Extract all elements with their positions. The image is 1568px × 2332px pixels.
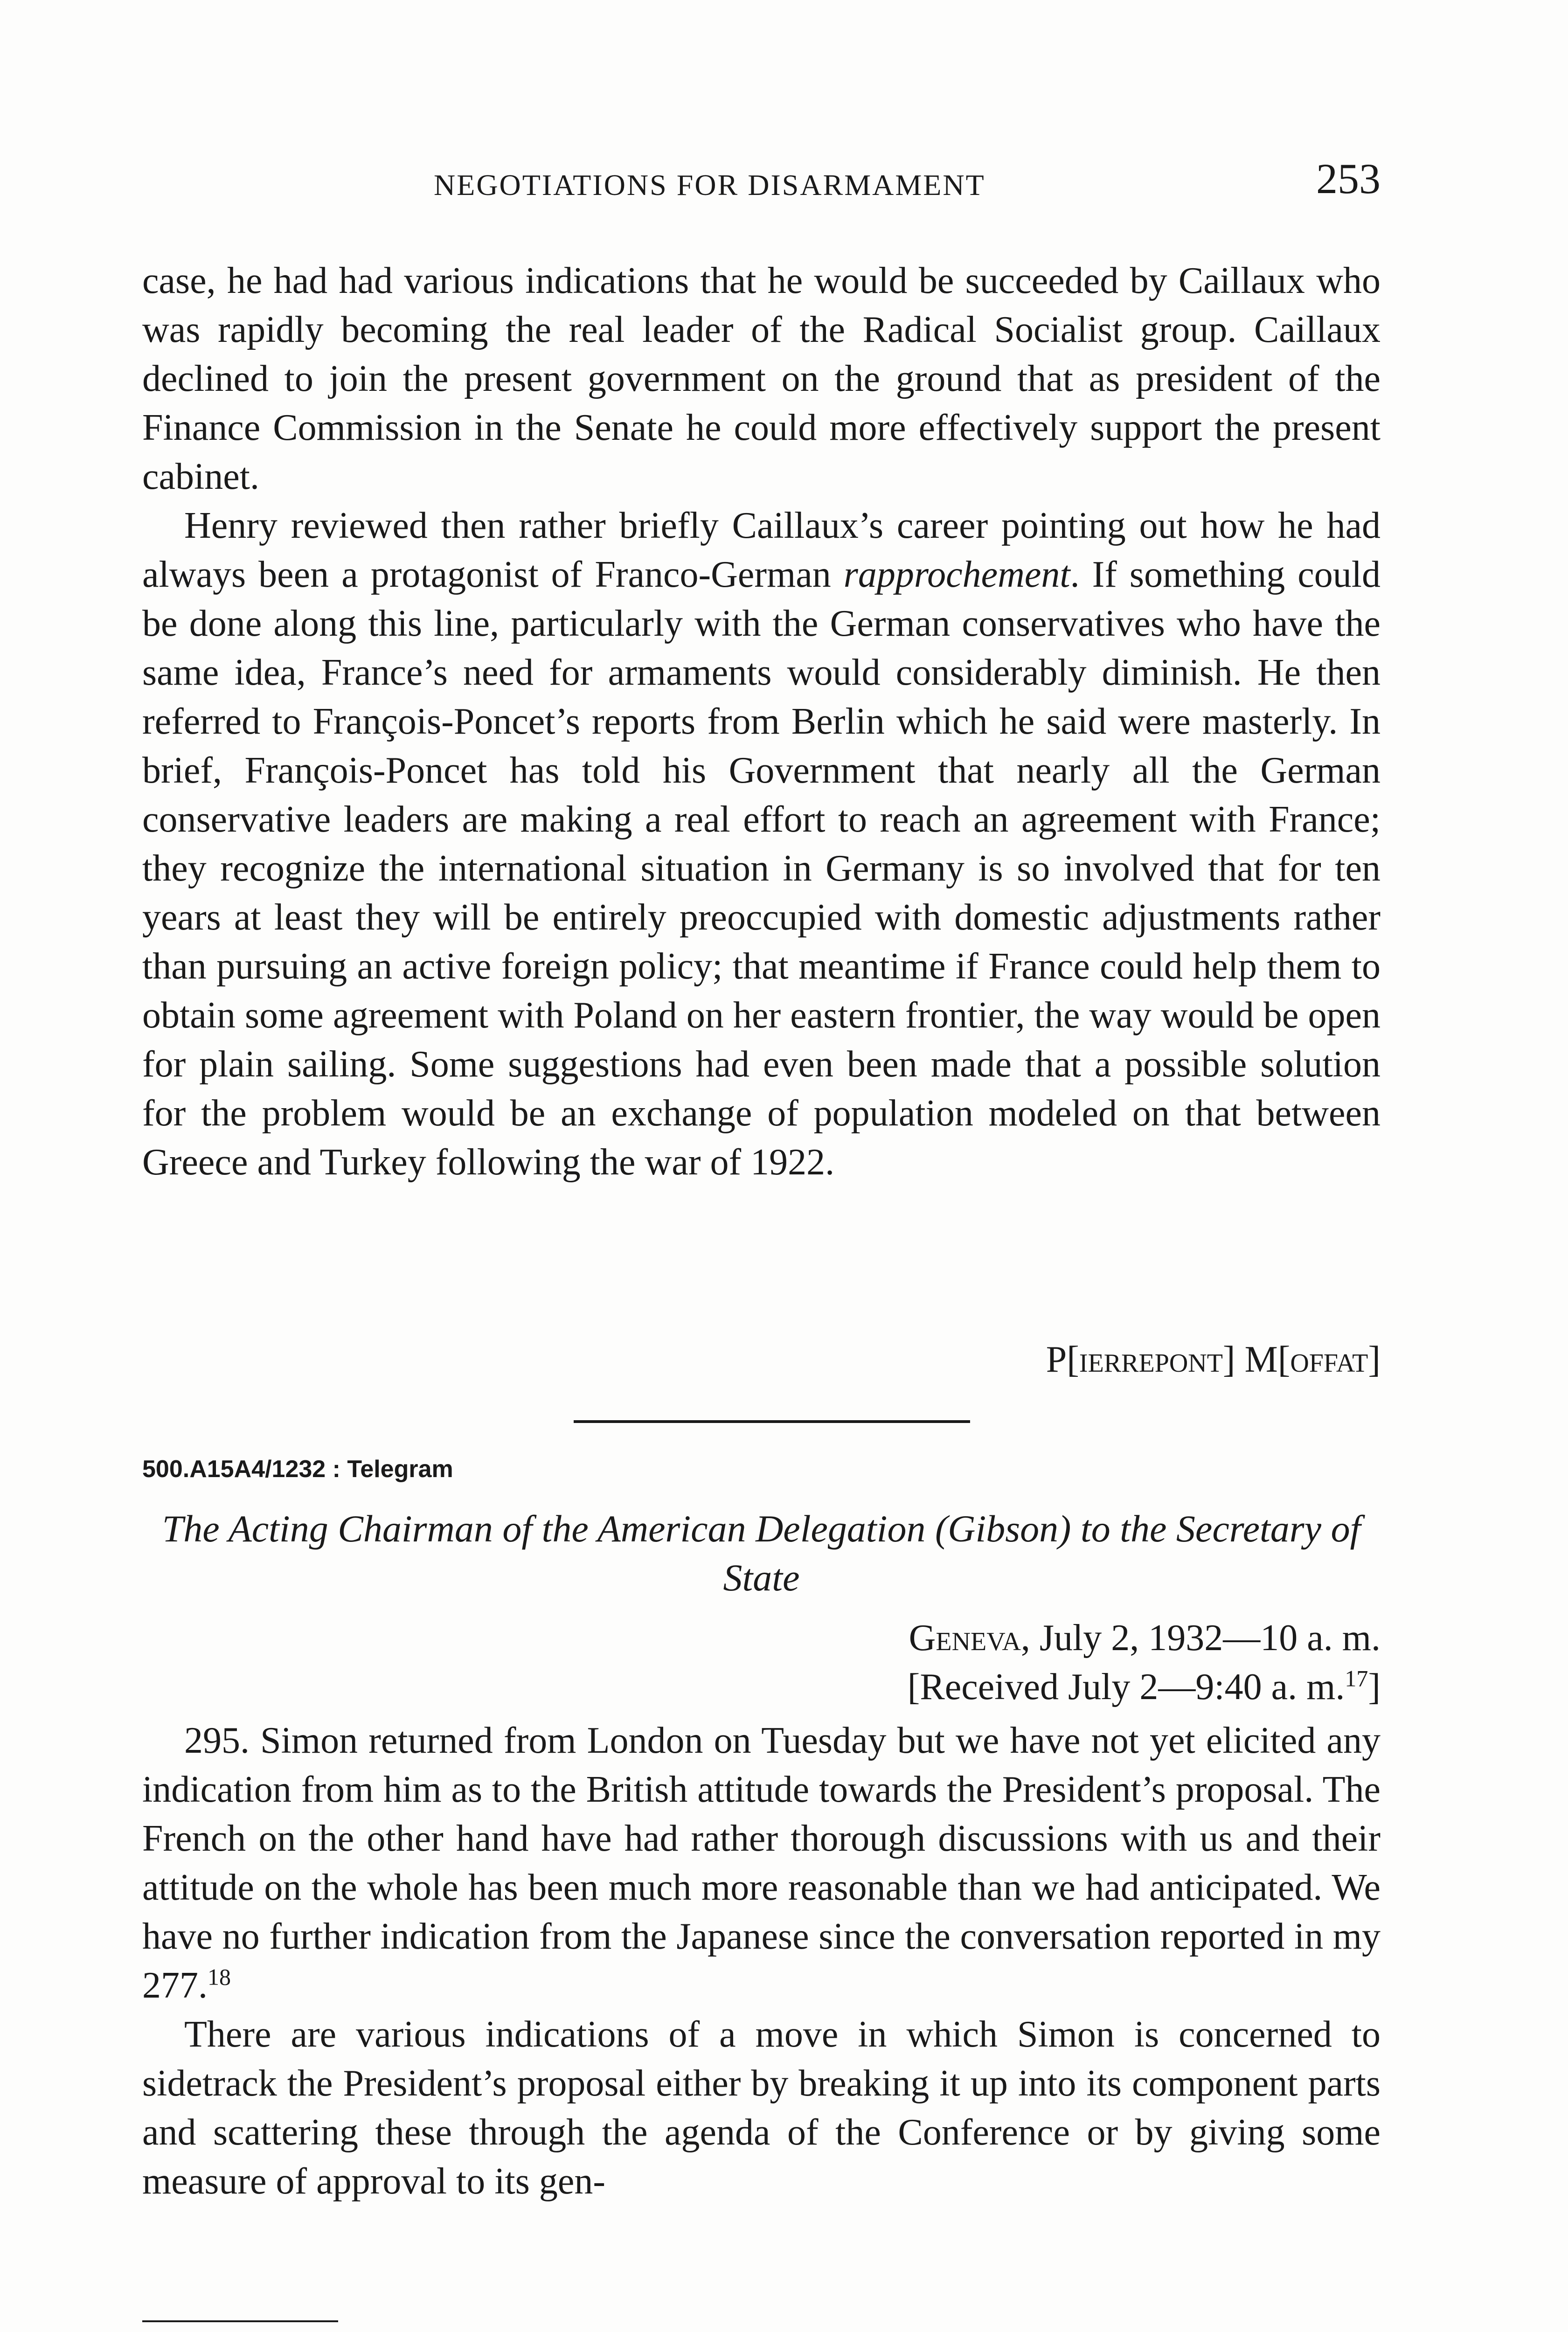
signature: P[ierrepont] M[offat] xyxy=(1046,1339,1381,1380)
running-title: NEGOTIATIONS FOR DISARMAMENT xyxy=(434,168,985,201)
section-divider xyxy=(574,1420,970,1423)
dateline xyxy=(908,1614,1381,1712)
paragraph: 295. Simon returned from London on Tuesday but we have not yet elicited any indication from him as to the British attitude towards the President’s proposal. The French on the other hand have had rather thorough discussions with us and their attitude on the whole has been much more reasonable than we had anticipated. We have no further indication from the Japanese since the conversation reported in my 277.18 xyxy=(142,1720,1381,2006)
document-title: The Acting Chairman of the American Delegation (Gibson) to the Secretary of State xyxy=(162,1507,1361,1599)
dateline-place: Geneva xyxy=(909,1617,1021,1659)
footnote-divider xyxy=(142,2320,338,2322)
body-section-1 xyxy=(142,257,1381,1187)
page-number: 253 xyxy=(1316,155,1381,202)
paragraph: There are various indications of a move in which Simon is concerned to sidetrack the President’s proposal either by breaking it up into its component parts and scattering these through the agenda of the Conference or by giving some measure of approval to its gen- xyxy=(142,2014,1381,2202)
document-reference: 500.A15A4/1232 : Telegram xyxy=(142,1456,453,1483)
footnote-marker: 17 xyxy=(1345,1665,1368,1692)
dateline-date: , July 2, 1932—10 a. m. xyxy=(1020,1617,1381,1659)
paragraph: Henry reviewed then rather briefly Caillaux’s career pointing out how he had always been a protagonist of Franco-German rapprochement. If something could be done along this line, particularly with the German conservatives who have the same idea, France’s need for armaments would considerably diminish. He then referred to François-Poncet’s reports from Berlin which he said were masterly. In brief, François-Poncet has told his Government that nearly all the German conservative leaders are making a real effort to reach an agreement with France; they recognize the international situation in Germany is so involved that for ten years at least they will be entirely preoccupied with domestic adjustments rather than pursuing an active foreign policy; that meantime if France could help them to obtain some agreement with Poland on her eastern frontier, the way would be open for plain sailing. Some suggestions had even been made that a possible solution for the problem would be an exchange of population modeled on that between Greece and Turkey following the war of 1922. xyxy=(142,505,1381,1183)
paragraph: case, he had had various indications that he would be succeeded by Caillaux who was rapidly becoming the real leader of the Radical Socialist group. Caillaux declined to join the present government on the ground that as president of the Finance Commission in the Senate he could more effectively support the present cabinet. xyxy=(142,260,1381,497)
page-header xyxy=(140,154,1381,205)
body-section-2 xyxy=(142,1716,1381,2206)
footnote-marker: 18 xyxy=(208,1964,231,1990)
received-line: [Received July 2—9:40 a. m.$^{17}$] xyxy=(907,1665,1381,1707)
footnotes xyxy=(173,2330,484,2332)
footnote xyxy=(173,2330,484,2332)
italic-term: rapprochement xyxy=(843,554,1070,595)
